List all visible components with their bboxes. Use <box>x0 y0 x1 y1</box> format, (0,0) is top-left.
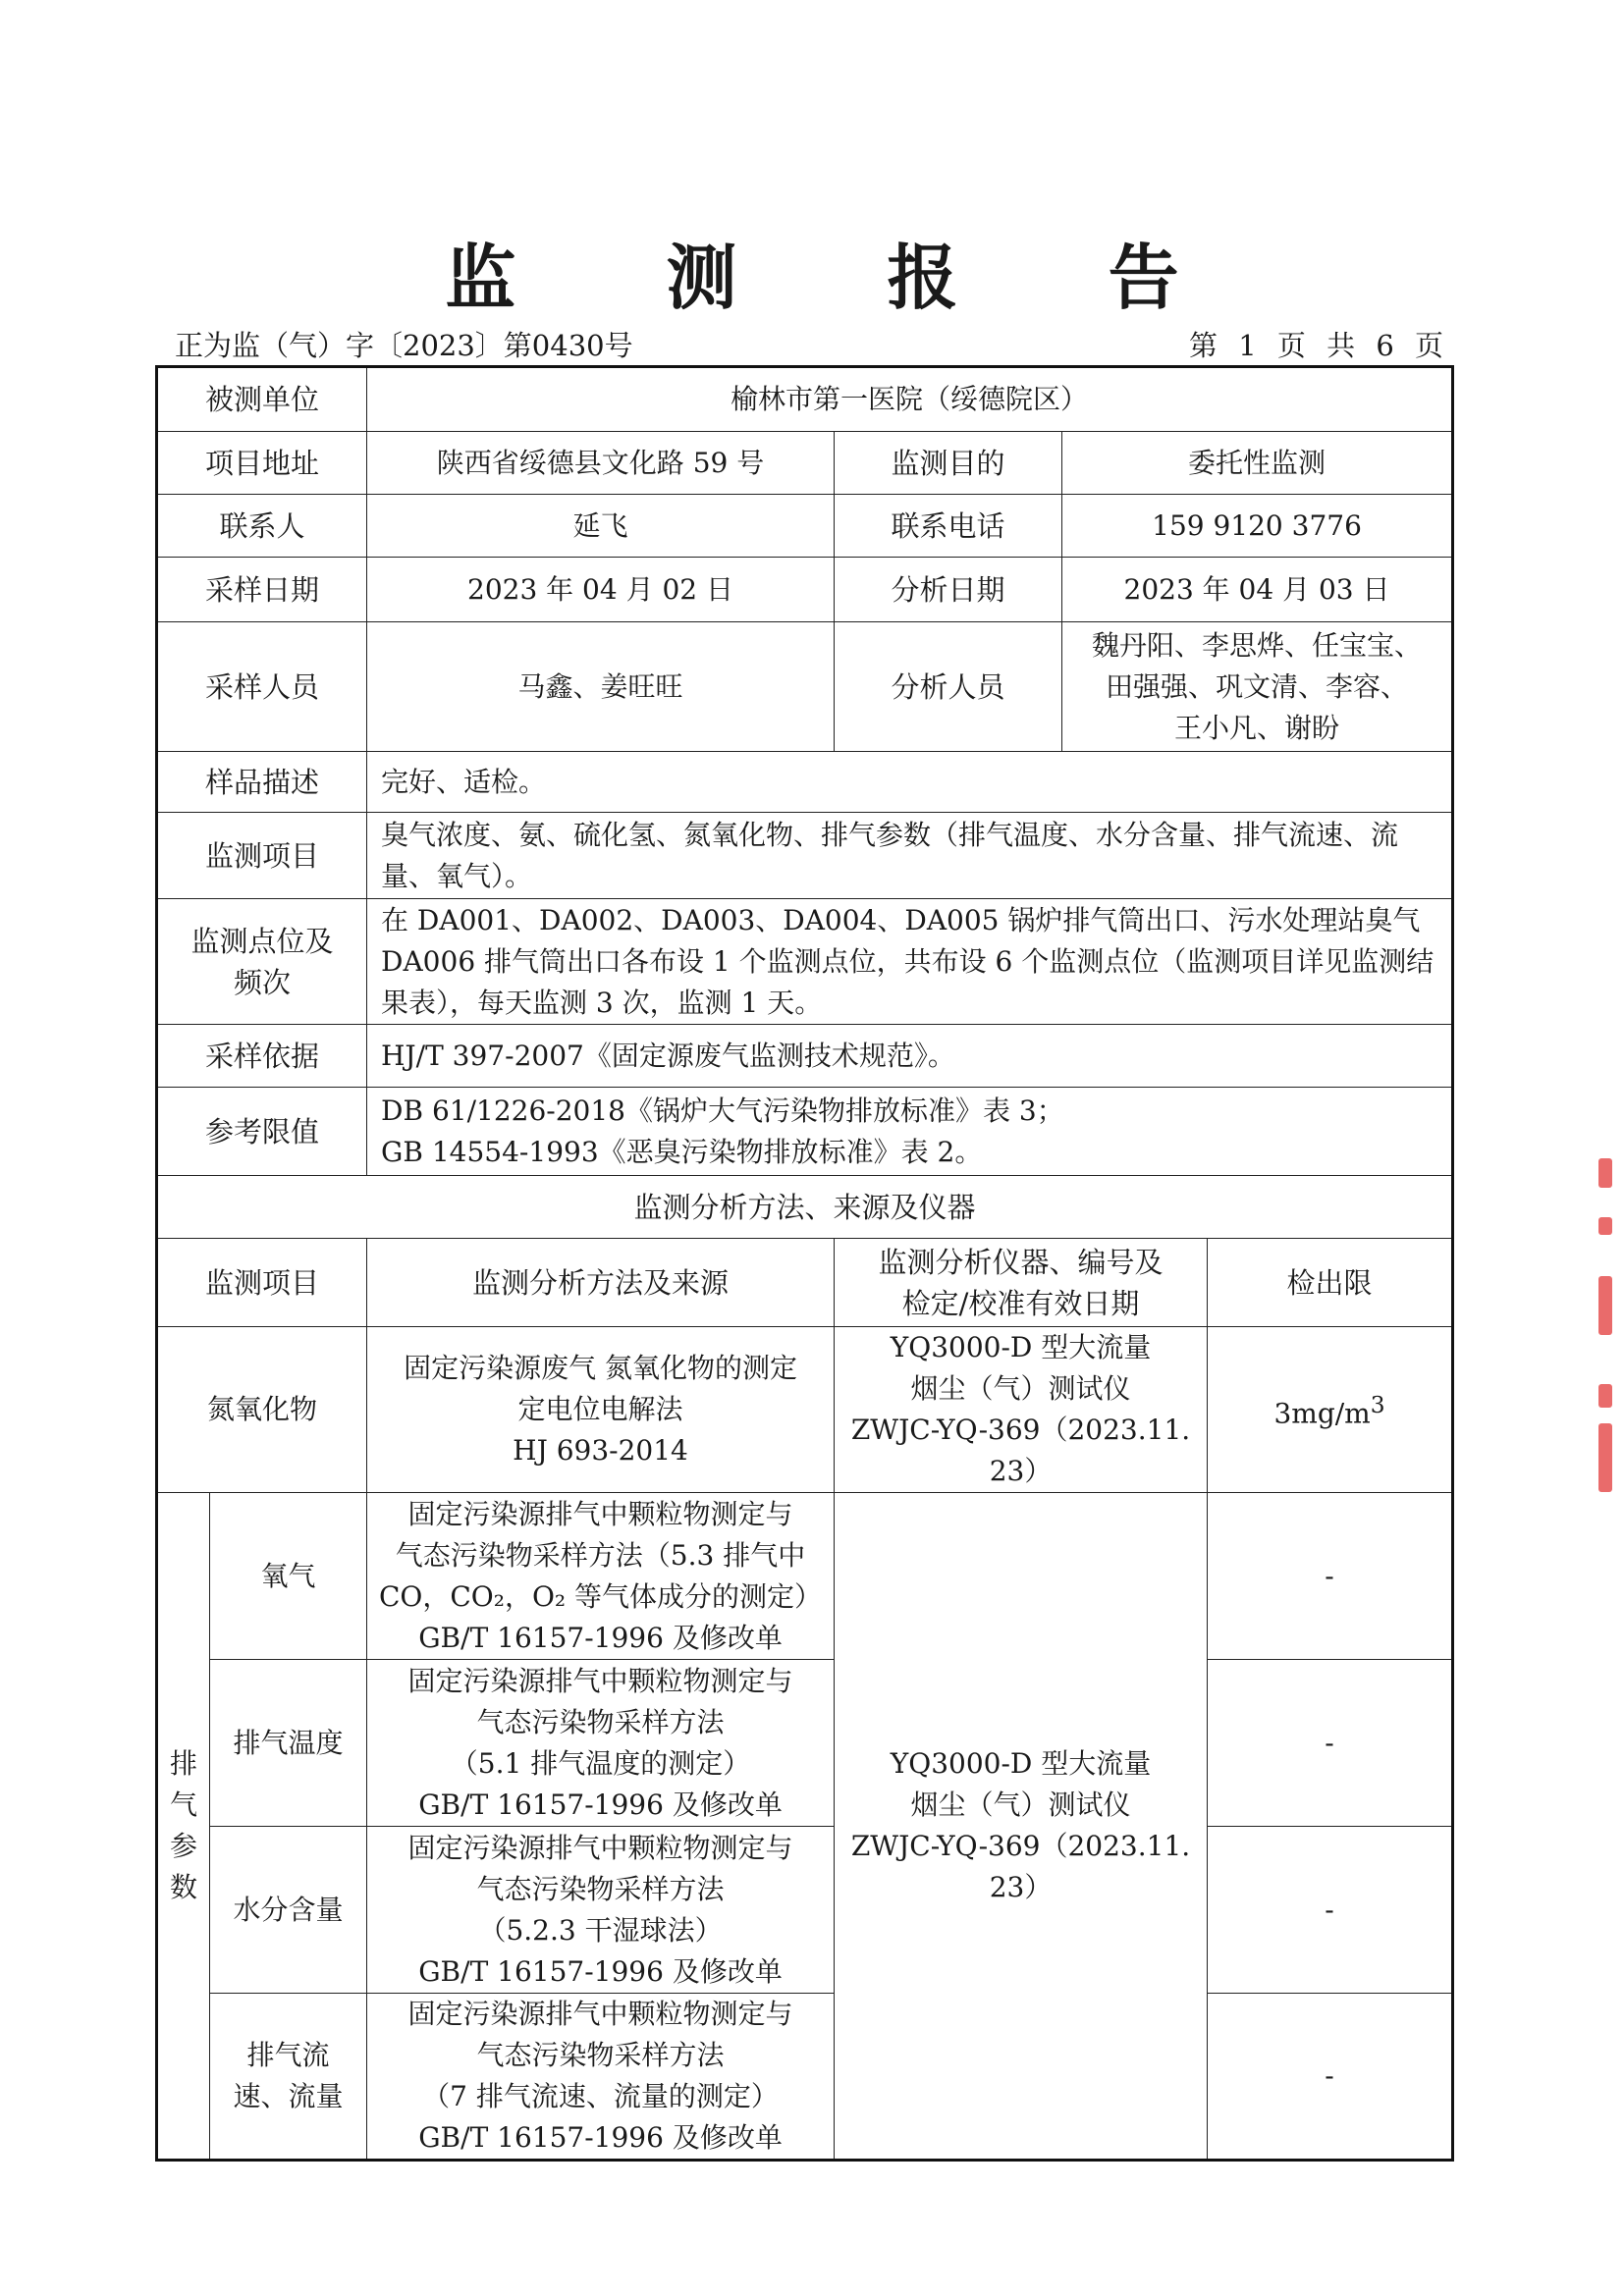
group-label-char: 气 <box>169 1789 197 1821</box>
method-line: GB/T 16157-1996 及修改单 <box>418 1954 783 1988</box>
row-section-title <box>157 1176 1453 1239</box>
method-line: （5.1 排气温度的测定） <box>450 1746 751 1780</box>
moisture-method <box>367 1827 835 1994</box>
points-label <box>157 899 367 1025</box>
address-label: 项目地址 <box>157 432 367 495</box>
phone-value: 159 9120 3776 <box>1062 495 1453 558</box>
row-limit <box>157 1088 1453 1176</box>
oxygen-limit: - <box>1208 1493 1453 1660</box>
contact-label: 联系人 <box>157 495 367 558</box>
nox-item: 氮氧化物 <box>157 1327 367 1493</box>
col-instrument-header <box>835 1239 1208 1327</box>
seal-edge-mark <box>1598 1384 1612 1408</box>
exhaust-instrument <box>835 1493 1208 2161</box>
flow-limit: - <box>1208 1994 1453 2161</box>
nox-method <box>367 1327 835 1493</box>
sample-date-value: 2023 年 04 月 02 日 <box>367 558 835 622</box>
basis-value: HJ/T 397-2007《固定源废气监测技术规范》。 <box>367 1025 1453 1088</box>
limit-value <box>367 1088 1453 1176</box>
seal-edge-mark <box>1598 1158 1612 1188</box>
sample-desc-value: 完好、适检。 <box>367 752 1453 813</box>
method-line: 气态污染物采样方法 <box>476 2039 725 2071</box>
nox-limit-value: 3mg/m <box>1273 1397 1371 1430</box>
method-line: 定电位电解法 <box>517 1393 683 1425</box>
row-dates <box>157 558 1453 622</box>
row-address <box>157 432 1453 495</box>
group-label-char: 数 <box>169 1871 197 1903</box>
instrument-line: ZWJC-YQ-369（2023.11.23） <box>850 1414 1191 1487</box>
sampler-label: 采样人员 <box>157 622 367 752</box>
items-label: 监测项目 <box>157 813 367 899</box>
method-line: 固定污染源废气 氮氧化物的测定 <box>404 1352 797 1384</box>
col-method-header: 监测分析方法及来源 <box>367 1239 835 1327</box>
points-value: 在 DA001、DA002、DA003、DA004、DA005 锅炉排气筒出口、污水处理站臭气 DA006 排气筒出口各布设 1 个监测点位，共布设 6 个监测点位（监测项目详见监测结果表），每天监测 3 次，监测 1 天。 <box>367 899 1453 1025</box>
points-label-line: 监测点位及 <box>190 924 334 958</box>
points-label-line: 频次 <box>234 965 292 999</box>
phone-label: 联系电话 <box>835 495 1062 558</box>
flow-method <box>367 1994 835 2161</box>
flow-item-line: 速、流量 <box>233 2080 344 2112</box>
report-table <box>155 365 1454 2162</box>
sample-desc-label: 样品描述 <box>157 752 367 813</box>
row-moisture <box>157 1827 1453 1994</box>
method-line: GB/T 16157-1996 及修改单 <box>418 2121 783 2154</box>
limit-line: DB 61/1226-2018《锅炉大气污染物排放标准》表 3； <box>381 1094 1064 1127</box>
exhaust-temp-method <box>367 1660 835 1827</box>
instrument-line: YQ3000-D 型大流量 <box>890 1747 1152 1780</box>
purpose-label: 监测目的 <box>835 432 1062 495</box>
unit-value: 榆林市第一医院（绥德院区） <box>367 367 1453 432</box>
method-line: （7 排气流速、流量的测定） <box>422 2080 779 2112</box>
exhaust-temp-item: 排气温度 <box>210 1660 367 1827</box>
row-nox <box>157 1327 1453 1493</box>
row-exhaust-temp <box>157 1660 1453 1827</box>
col-instrument-line: 检定/校准有效日期 <box>901 1286 1140 1320</box>
analyst-line: 魏丹阳、李思烨、任宝宝、 <box>1092 628 1423 662</box>
row-personnel <box>157 622 1453 752</box>
method-line: 气态污染物采样方法 <box>476 1872 725 1905</box>
row-sample-desc <box>157 752 1453 813</box>
purpose-value: 委托性监测 <box>1062 432 1453 495</box>
row-basis <box>157 1025 1453 1088</box>
method-line: 固定污染源排气中颗粒物测定与 <box>407 1664 793 1697</box>
oxygen-method <box>367 1493 835 1660</box>
address-value: 陕西省绥德县文化路 59 号 <box>367 432 835 495</box>
methods-section-title: 监测分析方法、来源及仪器 <box>157 1176 1453 1239</box>
nox-instrument <box>835 1327 1208 1493</box>
unit-label: 被测单位 <box>157 367 367 432</box>
method-line: HJ 693-2014 <box>513 1434 688 1467</box>
method-line: GB/T 16157-1996 及修改单 <box>418 1621 783 1654</box>
sample-date-label: 采样日期 <box>157 558 367 622</box>
method-line: 固定污染源排气中颗粒物测定与 <box>407 1497 793 1530</box>
items-value: 臭气浓度、氨、硫化氢、氮氧化物、排气参数（排气温度、水分含量、排气流速、流量、氧气）。 <box>367 813 1453 899</box>
col-limit-header: 检出限 <box>1208 1239 1453 1327</box>
method-line: GB/T 16157-1996 及修改单 <box>418 1788 783 1821</box>
instrument-line: YQ3000-D 型大流量 <box>890 1331 1152 1363</box>
group-label-char: 参 <box>169 1830 197 1862</box>
instrument-line: ZWJC-YQ-369（2023.11.23） <box>850 1830 1191 1903</box>
nox-limit-sup: 3 <box>1370 1391 1385 1419</box>
seal-edge-mark <box>1598 1276 1612 1335</box>
row-contact <box>157 495 1453 558</box>
group-label-char: 排 <box>169 1747 197 1780</box>
moisture-item: 水分含量 <box>210 1827 367 1994</box>
method-line: （5.2.3 干湿球法） <box>478 1913 723 1947</box>
analyst-line: 田强强、巩文清、李容、 <box>1106 669 1409 703</box>
analyst-label: 分析人员 <box>835 622 1062 752</box>
method-line: CO，CO₂，O₂ 等气体成分的测定） <box>378 1579 823 1613</box>
row-flow <box>157 1994 1453 2161</box>
analyst-line: 王小凡、谢盼 <box>1174 711 1340 744</box>
page-info: 第 1 页 共 6 页 <box>1189 329 1449 362</box>
oxygen-item: 氧气 <box>210 1493 367 1660</box>
col-item-header: 监测项目 <box>157 1239 367 1327</box>
row-oxygen <box>157 1493 1453 1660</box>
nox-limit <box>1208 1327 1453 1493</box>
analysis-date-value: 2023 年 04 月 03 日 <box>1062 558 1453 622</box>
exhaust-params-group-label <box>157 1493 210 2161</box>
report-number: 正为监（气）字〔2023〕第0430号 <box>175 329 633 362</box>
exhaust-temp-limit: - <box>1208 1660 1453 1827</box>
report-title: 监 测 报 告 <box>445 236 1242 319</box>
limit-line: GB 14554-1993《恶臭污染物排放标准》表 2。 <box>381 1135 983 1168</box>
method-line: 气态污染物采样方法（5.3 排气中 <box>395 1538 806 1572</box>
seal-edge-mark <box>1598 1217 1612 1235</box>
flow-item <box>210 1994 367 2161</box>
row-unit <box>157 367 1453 432</box>
analysis-date-label: 分析日期 <box>835 558 1062 622</box>
row-items <box>157 813 1453 899</box>
instrument-line: 烟尘（气）测试仪 <box>910 1372 1131 1405</box>
seal-edge-mark <box>1598 1423 1612 1492</box>
flow-item-line: 排气流 <box>246 2039 330 2071</box>
method-line: 气态污染物采样方法 <box>476 1705 725 1738</box>
moisture-limit: - <box>1208 1827 1453 1994</box>
analyst-value <box>1062 622 1453 752</box>
contact-value: 延飞 <box>367 495 835 558</box>
basis-label: 采样依据 <box>157 1025 367 1088</box>
col-instrument-line: 监测分析仪器、编号及 <box>878 1245 1164 1279</box>
limit-label: 参考限值 <box>157 1088 367 1176</box>
sampler-value: 马鑫、姜旺旺 <box>367 622 835 752</box>
method-line: 固定污染源排气中颗粒物测定与 <box>407 1831 793 1864</box>
method-line: 固定污染源排气中颗粒物测定与 <box>407 1998 793 2030</box>
instrument-line: 烟尘（气）测试仪 <box>910 1789 1131 1821</box>
row-methods-header <box>157 1239 1453 1327</box>
row-points <box>157 899 1453 1025</box>
